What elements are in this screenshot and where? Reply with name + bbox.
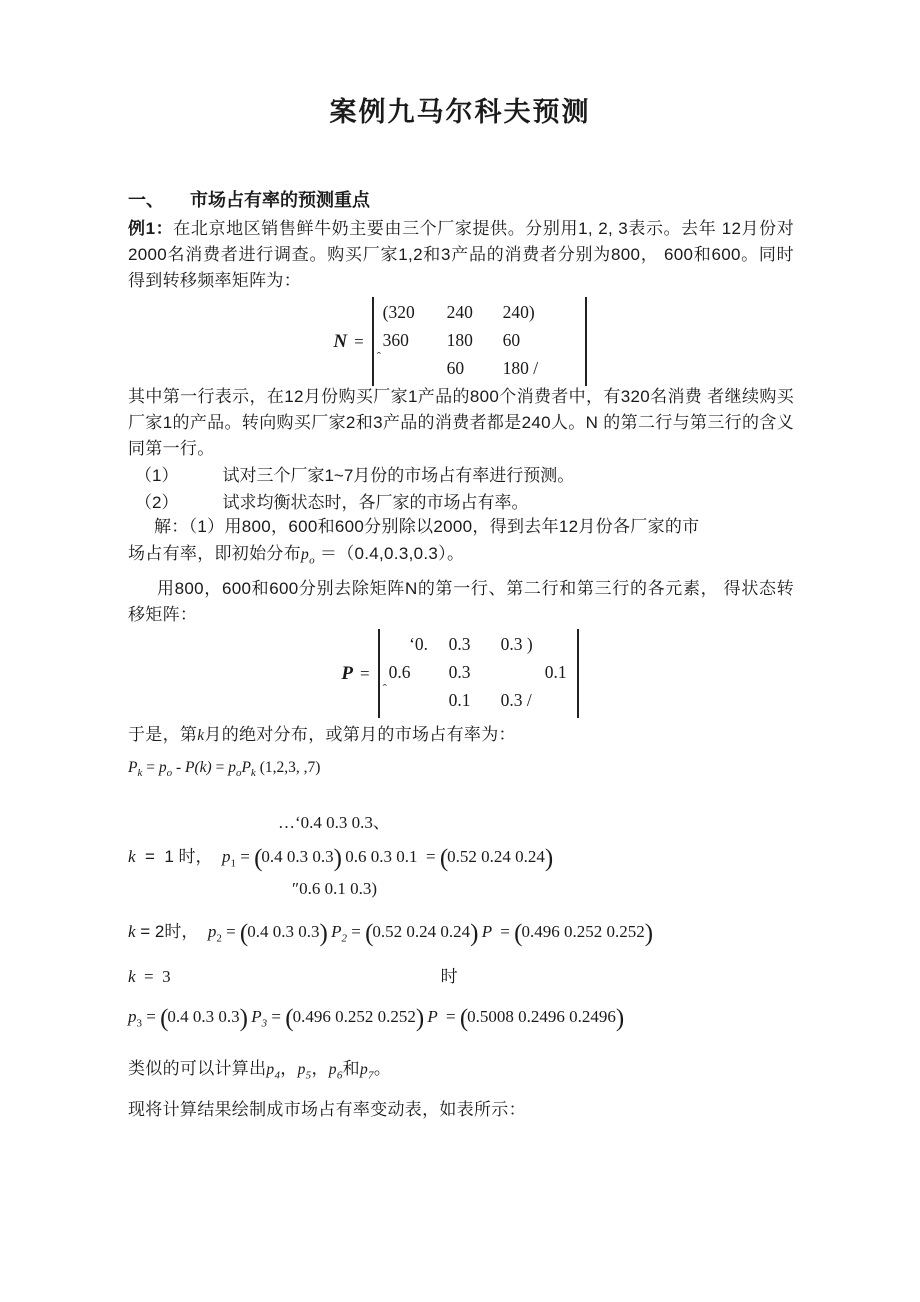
p0-term: p xyxy=(228,759,236,776)
subscript: 2 xyxy=(216,932,222,945)
index-range: (1,2,3, ,7) xyxy=(255,759,321,776)
question-1-number: （1） xyxy=(135,466,179,485)
p0-term: p xyxy=(158,759,167,776)
vector-value: 0.4 0.3 0.3 xyxy=(261,847,334,866)
k-variable: k xyxy=(128,922,136,941)
subscript: k xyxy=(250,767,256,780)
para-divide: 用800，600和600分别去除矩阵N的第一行、第二行和第三行的各元素， 得状态转移矩阵： xyxy=(128,579,794,624)
matrix-p-label: P xyxy=(341,662,353,684)
subscript: k xyxy=(137,767,143,780)
matrix-cell: 0.6 xyxy=(388,662,411,682)
thus-text-2: 月的绝对分布，或第月的市场占有率为： xyxy=(204,725,516,744)
right-paren: ) xyxy=(470,920,478,947)
solution-line2 xyxy=(128,541,794,573)
equals: = xyxy=(142,759,159,776)
right-paren: ) xyxy=(333,845,341,872)
right-paren: ) xyxy=(239,1005,247,1032)
solution-line1: 解：（1）用800，600和600分别除以2000，得到去年12月份各厂家的市 xyxy=(154,517,700,536)
equals: = xyxy=(211,759,229,776)
result-vector: 0.496 0.252 0.252 xyxy=(521,922,645,941)
matrix-p-grid xyxy=(389,634,567,713)
equation-k3-condition xyxy=(128,966,458,988)
subscript: 5 xyxy=(305,1069,312,1082)
separator: ， xyxy=(280,1059,298,1078)
matrix-cell: 240) xyxy=(502,302,535,322)
matrix-cell xyxy=(383,358,447,381)
matrix-cell xyxy=(389,690,449,713)
k-variable: k xyxy=(128,967,136,986)
pk-term: P xyxy=(128,759,138,776)
equals: = xyxy=(142,1007,161,1026)
matrix-cell: 0.3 xyxy=(448,634,471,654)
subscript: 3 xyxy=(261,1017,268,1030)
result-vector: 0.52 0.24 0.24 xyxy=(447,847,545,866)
left-paren: ( xyxy=(439,845,448,872)
matrix-cell: ‘0. xyxy=(409,634,429,654)
matrix-cell: 60 xyxy=(446,358,465,378)
question-2-text: 试求均衡状态时，各厂家的市场占有率。 xyxy=(222,493,529,512)
matrix-cell: 0.3 / xyxy=(500,690,532,710)
matrix-middle-row: 0.6 0.3 0.1 xyxy=(341,847,422,866)
p4-term: p xyxy=(266,1061,275,1078)
condition-text: = 2时， xyxy=(135,922,208,941)
matrix-n-caret: ˆ xyxy=(376,349,381,364)
para-similar xyxy=(128,1056,794,1088)
matrix-n-body xyxy=(372,297,587,386)
P3-term: P xyxy=(247,1007,262,1026)
para-example1 xyxy=(128,216,794,294)
condition-text: 时 xyxy=(440,967,458,986)
k-variable: k xyxy=(128,847,136,866)
subscript: 6 xyxy=(336,1069,343,1082)
matrix-p-body xyxy=(378,629,579,718)
initial-distribution-value: ＝（0.4,0.3,0.3）。 xyxy=(314,544,465,563)
left-paren: ( xyxy=(459,1005,468,1032)
matrix-p-equals: = xyxy=(360,663,370,683)
matrix-cell: 180 / xyxy=(502,358,539,378)
left-paren: ( xyxy=(254,845,262,872)
matrix-cell: 0.3 xyxy=(448,662,471,682)
left-paren: ( xyxy=(365,920,373,947)
section-heading xyxy=(128,186,370,212)
P-term: P xyxy=(423,1007,442,1026)
P-of-k-term: P(k) xyxy=(185,759,212,776)
equation-k1 xyxy=(128,843,552,876)
matrix-p xyxy=(0,629,920,718)
vector-value: 0.4 0.3 0.3 xyxy=(167,1007,240,1026)
condition-value: = 3 xyxy=(135,967,171,986)
question-1 xyxy=(128,461,574,486)
vector-value: 0.52 0.24 0.24 xyxy=(372,922,471,941)
equals: = xyxy=(236,847,255,866)
matrix-cell: 180 xyxy=(446,330,473,350)
left-paren: ( xyxy=(160,1005,168,1032)
matrix-p-caret: ˆ xyxy=(382,681,387,696)
separator: 和 xyxy=(342,1059,360,1078)
doc-title: 案例九马尔科夫预测 xyxy=(329,97,591,127)
question-1-text: 试对三个厂家1~7月份的市场占有率进行预测。 xyxy=(222,466,575,485)
matrix-cell: 0.1 xyxy=(544,662,567,682)
matrix-n xyxy=(0,297,920,386)
para-explain: 其中第一行表示，在12月份购买厂家1产品的800个消费者中，有320名消费 者继续购买厂家1的产品。转向购买厂家2和3产品的消费者都是240人。N 的第二行与第三行的含义同第一行。 xyxy=(128,387,794,458)
matrix-cell: 240 xyxy=(446,302,473,322)
solution-line2-text: 场占有率，即初始分布 xyxy=(128,544,301,563)
equals: = xyxy=(221,922,240,941)
left-paren: ( xyxy=(285,1005,293,1032)
para-thus xyxy=(128,722,794,749)
equals: = xyxy=(267,1007,286,1026)
matrix-cell: 60 xyxy=(502,330,521,350)
sentence-end: 。 xyxy=(373,1059,392,1078)
matrix-n-label: N xyxy=(333,330,348,352)
equals: = xyxy=(421,847,440,866)
matrix-cell: 360 xyxy=(382,330,409,350)
p3-term: p xyxy=(128,1007,137,1026)
p5-term: p xyxy=(297,1061,306,1078)
vector-value: 0.4 0.3 0.3 xyxy=(247,922,320,941)
p1-term: p xyxy=(222,847,231,866)
formula-pk xyxy=(128,758,320,780)
question-2-number: （2） xyxy=(135,493,179,512)
P2-term: P xyxy=(326,922,342,941)
right-paren: ) xyxy=(644,920,653,947)
matrix-cell: (320 xyxy=(382,302,415,322)
Pk-term: P xyxy=(241,759,251,776)
subscript: o xyxy=(166,767,173,780)
right-paren: ) xyxy=(544,845,553,872)
left-paren: ( xyxy=(514,920,522,947)
subscript: o xyxy=(309,554,315,567)
equation-k1-matrix-bottom-row: ″0.6 0.1 0.3) xyxy=(292,879,377,898)
right-paren: ) xyxy=(615,1005,624,1032)
subscript: 4 xyxy=(274,1069,281,1082)
P-term: P xyxy=(477,922,497,941)
section-number: 一、 xyxy=(128,190,164,210)
p6-term: p xyxy=(328,1061,337,1078)
subscript: 2 xyxy=(341,932,347,945)
left-paren: ( xyxy=(239,920,248,947)
equation-k1-matrix-top-row: …‘0.4 0.3 0.3、 xyxy=(278,813,390,832)
p0-variable: p xyxy=(301,546,310,563)
condition-text: = 1 时， xyxy=(135,847,222,866)
question-2 xyxy=(128,488,528,513)
result-vector: 0.5008 0.2496 0.2496 xyxy=(467,1007,616,1026)
equals: = xyxy=(346,922,366,941)
equation-k3 xyxy=(128,1003,623,1036)
para-table-note: 现将计算结果绘制成市场占有率变动表，如表所示： xyxy=(128,1100,526,1119)
vector-value: 0.496 0.252 0.252 xyxy=(292,1007,416,1026)
p7-term: p xyxy=(359,1061,369,1078)
subscript: 7 xyxy=(368,1069,374,1082)
matrix-n-equals: = xyxy=(354,331,364,351)
subscript: 3 xyxy=(136,1017,142,1030)
equals: = xyxy=(441,1007,460,1026)
dot-operator: - xyxy=(172,759,186,776)
equation-k2 xyxy=(128,918,652,951)
k-variable: k xyxy=(197,727,205,744)
right-paren: ) xyxy=(319,920,327,947)
matrix-cell: 0.3 ) xyxy=(500,634,533,654)
matrix-cell: 0.1 xyxy=(448,690,471,710)
example-text: 在北京地区销售鲜牛奶主要由三个厂家提供。分别用1, 2, 3表示。去年 12月份对2000名消费者进行调查。购买厂家1,2和3产品的消费者分别为800， 600和600。同时得到转移频率矩阵为： xyxy=(128,219,795,290)
equals: = xyxy=(496,922,515,941)
thus-text-1: 于是，第 xyxy=(128,725,198,744)
matrix-n-grid xyxy=(383,302,575,381)
similar-text: 类似的可以计算出 xyxy=(128,1059,267,1078)
separator: ， xyxy=(311,1059,329,1078)
example-label: 例1： xyxy=(128,219,174,238)
section-title: 市场占有率的预测重点 xyxy=(190,190,370,210)
subscript: o xyxy=(235,767,242,780)
subscript: 1 xyxy=(230,857,236,870)
p2-term: p xyxy=(207,922,217,941)
right-paren: ) xyxy=(415,1005,424,1032)
